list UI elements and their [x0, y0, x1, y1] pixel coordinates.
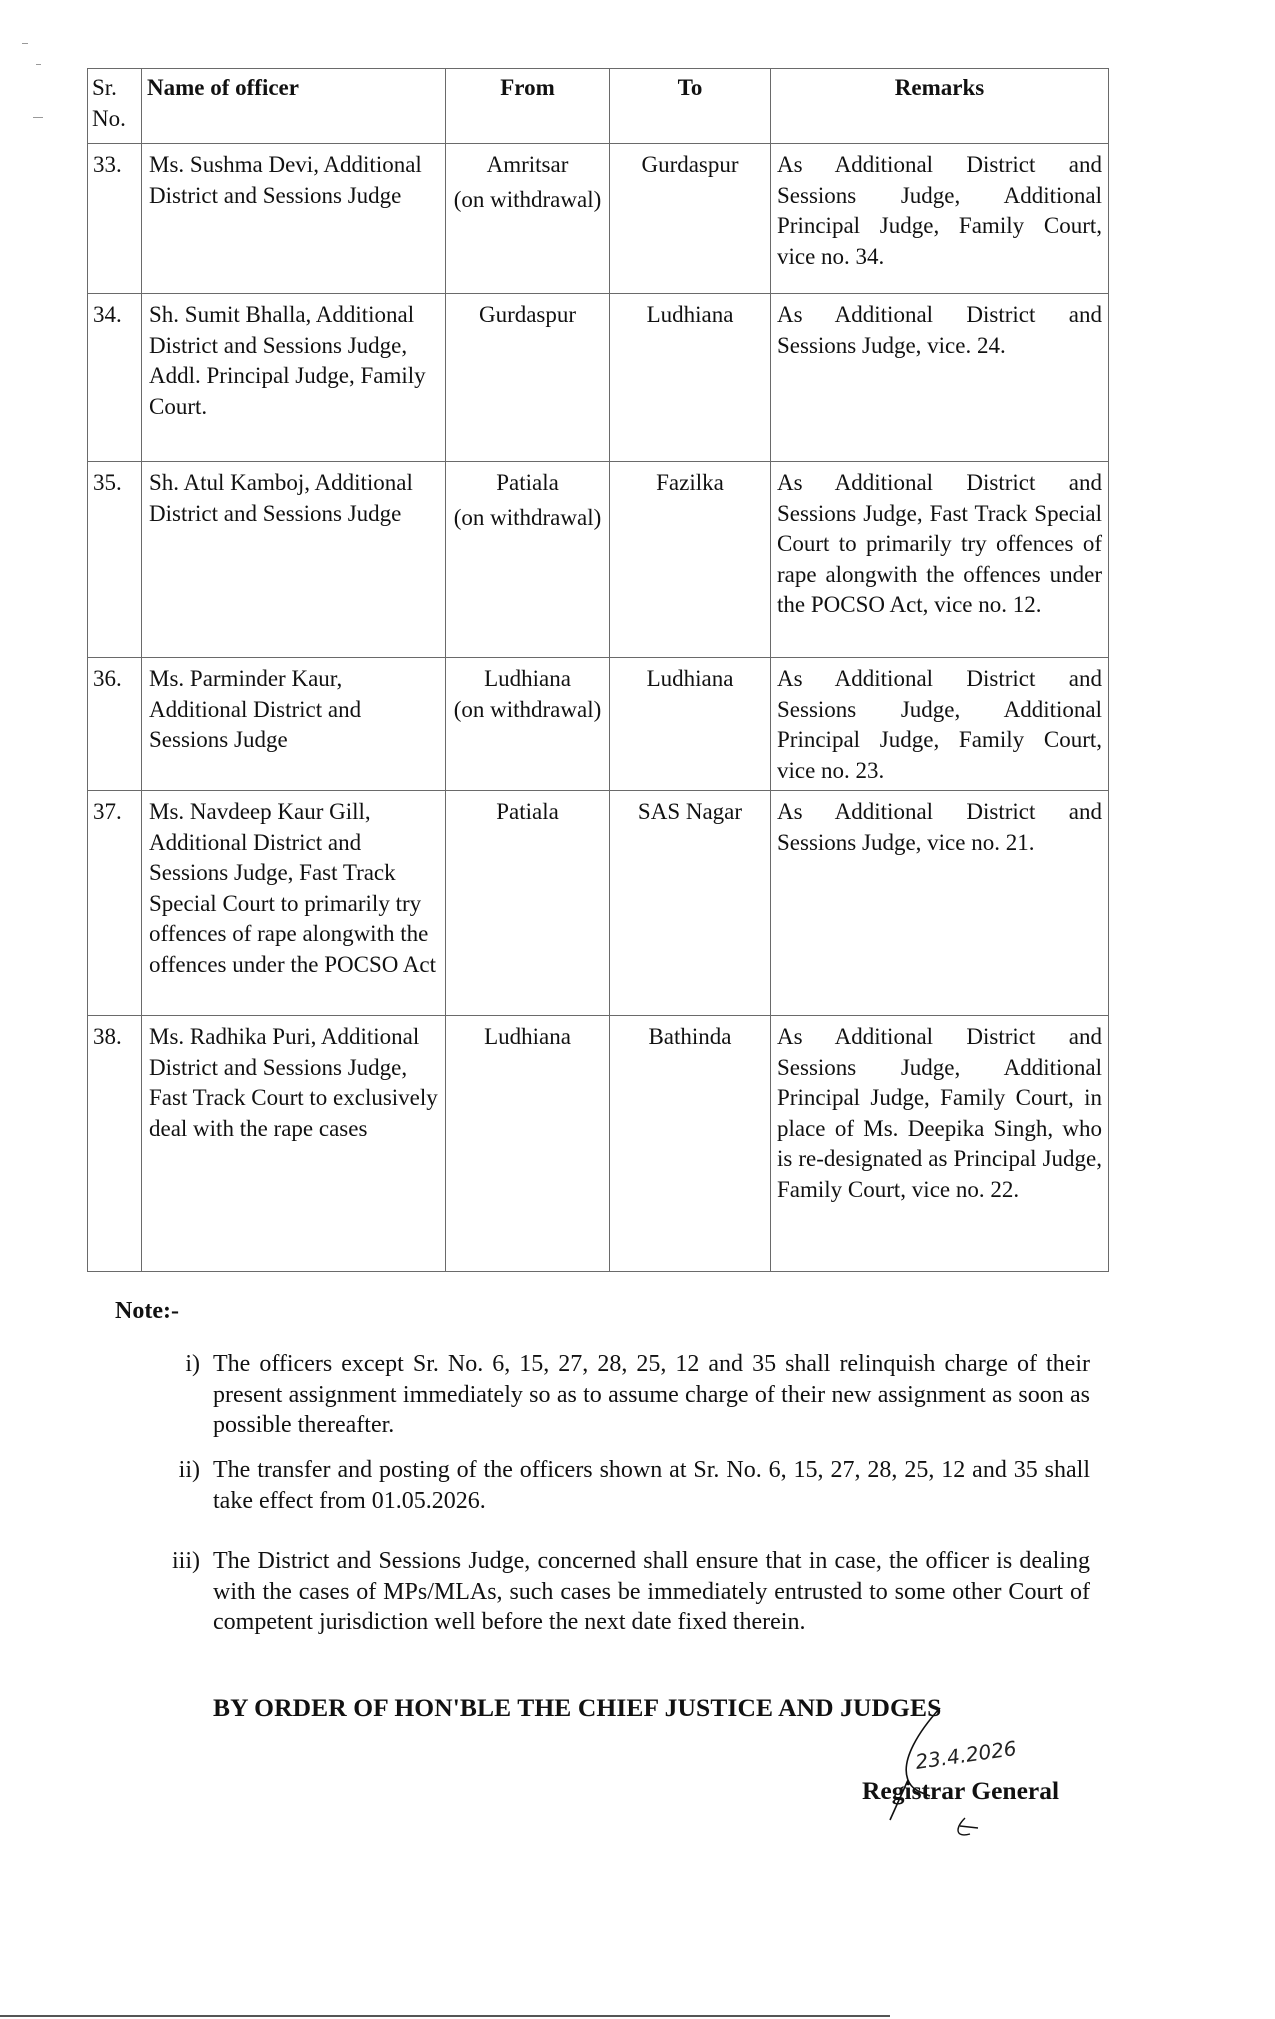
officer-name-cell: Sh. Sumit Bhalla, Additional District and Sessions Judge, Addl. Principal Judge, Family Court. — [142, 294, 446, 462]
remarks-cell: As Additional District and Sessions Judge, Fast Track Special Court to primarily try offences of rape alongwith the offences under the POCSO Act, vice no. 12. — [771, 462, 1109, 658]
from-note: (on withdrawal) — [453, 504, 602, 530]
remarks-cell: As Additional District and Sessions Judge, Additional Principal Judge, Family Court, vice no. 23. — [771, 658, 1109, 791]
signature-icon — [860, 1700, 1100, 1840]
officer-name-cell: Ms. Radhika Puri, Additional District and Sessions Judge, Fast Track Court to exclusively deal with the rape cases — [142, 1016, 446, 1272]
from-station: Ludhiana — [484, 666, 571, 691]
note-number: i) — [185, 1351, 200, 1377]
scan-speck — [33, 117, 43, 118]
from-cell — [446, 294, 610, 462]
table-row — [88, 791, 1109, 1016]
header-to: To — [610, 69, 771, 144]
note-text: The District and Sessions Judge, concerned shall ensure that in case, the officer is dealing with the cases of MPs/MLAs, such cases be immediately entrusted to some other Court of competent jurisdiction well before the next date fixed therein. — [213, 1548, 1090, 1635]
sr-no-cell: 38. — [88, 1016, 142, 1272]
officer-name-cell: Ms. Parminder Kaur, Additional District and Sessions Judge — [142, 658, 446, 791]
to-cell: Gurdaspur — [610, 144, 771, 294]
remarks-cell: As Additional District and Sessions Judge, vice no. 21. — [771, 791, 1109, 1016]
transfer-table — [87, 68, 1109, 1272]
page-bottom-rule — [0, 2015, 890, 2017]
header-from: From — [446, 69, 610, 144]
officer-name-cell: Ms. Navdeep Kaur Gill, Additional District and Sessions Judge, Fast Track Special Court to primarily try offences of rape alongwith the offences under the POCSO Act — [142, 791, 446, 1016]
table-row — [88, 1016, 1109, 1272]
to-cell: SAS Nagar — [610, 791, 771, 1016]
from-cell — [446, 462, 610, 658]
remarks-cell: As Additional District and Sessions Judge, Additional Principal Judge, Family Court, in place of Ms. Deepika Singh, who is re-designated as Principal Judge, Family Court, vice no. 22. — [771, 1016, 1109, 1272]
to-cell: Fazilka — [610, 462, 771, 658]
remarks-cell: As Additional District and Sessions Judge, Additional Principal Judge, Family Court, vice no. 34. — [771, 144, 1109, 294]
to-cell: Bathinda — [610, 1016, 771, 1272]
table-header-row — [88, 69, 1109, 144]
sr-no-cell: 34. — [88, 294, 142, 462]
from-note: (on withdrawal) — [453, 186, 602, 212]
table-row — [88, 294, 1109, 462]
to-cell: Ludhiana — [610, 658, 771, 791]
remarks-cell: As Additional District and Sessions Judge, vice. 24. — [771, 294, 1109, 462]
order-authority-line: BY ORDER OF HON'BLE THE CHIEF JUSTICE AND JUDGES — [213, 1693, 942, 1722]
from-station: Patiala — [496, 799, 559, 824]
from-cell — [446, 658, 610, 791]
from-station: Ludhiana — [484, 1024, 571, 1049]
header-name-of-officer: Name of officer — [142, 69, 446, 144]
table-row — [88, 462, 1109, 658]
from-cell — [446, 1016, 610, 1272]
note-number: ii) — [178, 1457, 200, 1483]
from-station: Gurdaspur — [478, 302, 577, 327]
note-number: iii) — [172, 1548, 200, 1574]
header-sr-no: Sr. No. — [88, 69, 142, 144]
to-cell: Ludhiana — [610, 294, 771, 462]
note-heading: Note:- — [115, 1298, 179, 1324]
from-note: (on withdrawal) — [453, 696, 602, 722]
table-row — [88, 658, 1109, 791]
from-cell — [446, 791, 610, 1016]
sr-no-cell: 33. — [88, 144, 142, 294]
officer-name-cell: Sh. Atul Kamboj, Additional District and Sessions Judge — [142, 462, 446, 658]
note-text: The officers except Sr. No. 6, 15, 27, 28, 25, 12 and 35 shall relinquish charge of their present assignment immediately so as to assume charge of their new assignment as soon as possible thereafter. — [213, 1351, 1090, 1438]
from-cell — [446, 144, 610, 294]
from-station: Patiala — [496, 470, 559, 495]
table-row — [88, 144, 1109, 294]
sr-no-cell: 35. — [88, 462, 142, 658]
note-text: The transfer and posting of the officers shown at Sr. No. 6, 15, 27, 28, 25, 12 and 35 shall take effect from 01.05.2026. — [213, 1457, 1090, 1514]
sr-no-cell: 36. — [88, 658, 142, 791]
officer-name-cell: Ms. Sushma Devi, Additional District and Sessions Judge — [142, 144, 446, 294]
header-remarks: Remarks — [771, 69, 1109, 144]
signatory-designation: Registrar General — [862, 1776, 1060, 1805]
sr-no-cell: 37. — [88, 791, 142, 1016]
from-station: Amritsar — [486, 152, 569, 177]
signature-date: 23.4.2026 — [913, 1736, 1018, 1774]
scan-speck — [36, 64, 41, 65]
scan-speck — [22, 43, 28, 44]
